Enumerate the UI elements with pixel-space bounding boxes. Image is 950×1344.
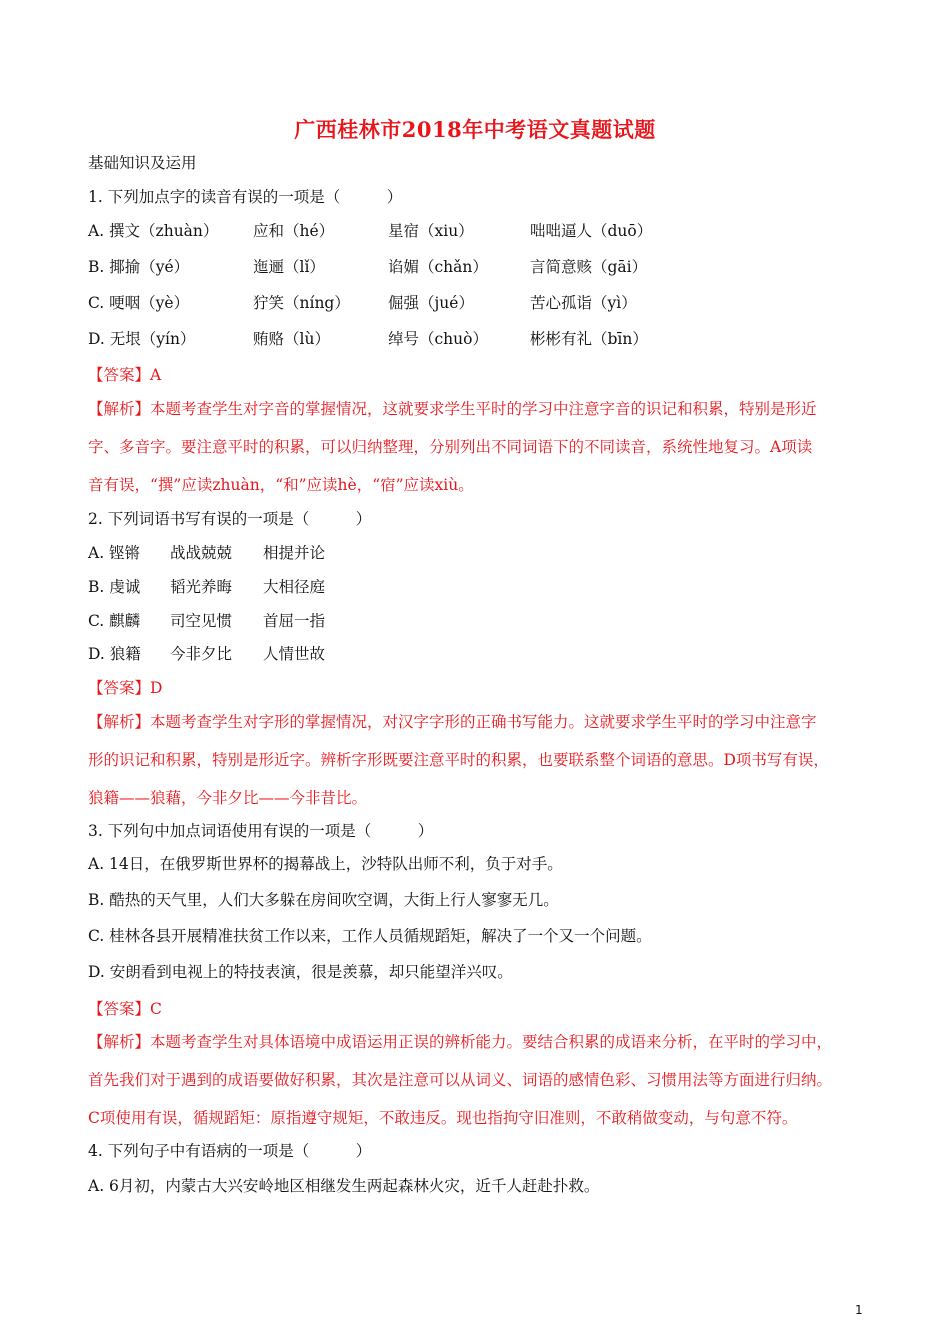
question-3-option-d: D. 安朗看到电视上的特技表演，很是羡慕，却只能望洋兴叹。 — [88, 963, 513, 981]
question-1-stem: 1. 下列加点字的读音有误的一项是（ ） — [88, 188, 403, 206]
option-cell: 星宿（xiu） — [388, 222, 474, 240]
option-cell: 倔强（jué） — [388, 294, 474, 312]
page-number: 1 — [855, 1303, 863, 1317]
question-3-option-b: B. 酷热的天气里，人们大多躲在房间吹空调，大街上行人寥寥无几。 — [88, 891, 559, 909]
option-cell: D. 狼籍 — [88, 645, 141, 663]
question-4-option-a: A. 6月初，内蒙古大兴安岭地区相继发生两起森林火灾，近千人赶赴扑救。 — [88, 1177, 600, 1195]
option-cell: 绰号（chuò） — [388, 330, 488, 348]
option-cell: 言简意赅（gāi） — [530, 258, 648, 276]
option-cell: C. 哽咽（yè） — [88, 294, 190, 312]
question-2-analysis-line: 狼籍——狼藉，今非夕比——今非昔比。 — [88, 789, 368, 807]
option-cell: 迤逦（lǐ） — [253, 258, 325, 276]
question-1-answer: 【答案】A — [88, 366, 162, 384]
option-cell: C. 麒麟 — [88, 612, 141, 630]
question-3-analysis-line: C项使用有误，循规蹈矩：原指遵守规矩，不敢违反。现也指拘守旧准则，不敢稍做变动，与句意不符。 — [88, 1109, 798, 1127]
option-cell: 咄咄逼人（duō） — [530, 222, 653, 240]
option-cell: 大相径庭 — [263, 578, 326, 596]
option-cell: 苦心孤诣（yì） — [530, 294, 637, 312]
question-3-analysis-line: 首先我们对于遇到的成语要做好积累，其次是注意可以从词义、词语的感情色彩、习惯用法等方面进行归纳。 — [88, 1071, 833, 1089]
question-2-analysis-line: 形的识记和积累，特别是形近字。辨析字形既要注意平时的积累，也要联系整个词语的意思。D项书写有误， — [88, 751, 829, 769]
question-3-option-c: C. 桂林各县开展精准扶贫工作以来，工作人员循规蹈矩，解决了一个又一个问题。 — [88, 927, 652, 945]
option-cell: 狞笑（níng） — [253, 294, 350, 312]
question-4-stem: 4. 下列句子中有语病的一项是（ ） — [88, 1142, 372, 1160]
option-cell: A. 撰文（zhuàn） — [88, 222, 219, 240]
option-cell: 相提并论 — [263, 544, 326, 562]
question-3-analysis-line: 【解析】本题考查学生对具体语境中成语运用正误的辨析能力。要结合积累的成语来分析，在平时的学习中， — [88, 1033, 833, 1051]
option-cell: 司空见惯 — [170, 612, 233, 630]
question-3-option-a: A. 14日，在俄罗斯世界杯的揭幕战上，沙特队出师不利，负于对手。 — [88, 855, 563, 873]
question-3-stem: 3. 下列句中加点词语使用有误的一项是（ ） — [88, 822, 434, 840]
option-cell: 战战兢兢 — [170, 544, 233, 562]
question-2-stem: 2. 下列词语书写有误的一项是（ ） — [88, 510, 372, 528]
option-cell: A. 铿锵 — [88, 544, 141, 562]
section-heading: 基础知识及运用 — [88, 154, 197, 172]
option-cell: 首屈一指 — [263, 612, 326, 630]
option-cell: 应和（hé） — [253, 222, 335, 240]
option-cell: 彬彬有礼（bīn） — [530, 330, 648, 348]
question-1-analysis-line: 音有误，“撰”应读zhuàn，“和”应读hè，“宿”应读xiù。 — [88, 476, 474, 494]
option-cell: B. 揶揄（yé） — [88, 258, 190, 276]
option-cell: D. 无垠（yín） — [88, 330, 196, 348]
option-cell: 贿赂（lù） — [253, 330, 330, 348]
option-cell: B. 虔诚 — [88, 578, 141, 596]
question-3-answer: 【答案】C — [88, 1000, 162, 1018]
question-2-analysis-line: 【解析】本题考查学生对字形的掌握情况，对汉字字形的正确书写能力。这就要求学生平时的学习中注意字 — [88, 713, 817, 731]
question-1-analysis-line: 字、多音字。要注意平时的积累，可以归纳整理，分别列出不同词语下的不同读音，系统性地复习。A项读 — [88, 438, 813, 456]
option-cell: 今非夕比 — [170, 645, 233, 663]
page-title: 广西桂林市2018年中考语文真题试题 — [294, 117, 656, 142]
option-cell: 韬光养晦 — [170, 578, 233, 596]
option-cell: 谄媚（chǎn） — [388, 258, 488, 276]
question-2-answer: 【答案】D — [88, 679, 163, 697]
question-1-analysis-line: 【解析】本题考查学生对字音的掌握情况，这就要求学生平时的学习中注意字音的识记和积累，特别是形近 — [88, 400, 817, 418]
option-cell: 人情世故 — [263, 645, 326, 663]
